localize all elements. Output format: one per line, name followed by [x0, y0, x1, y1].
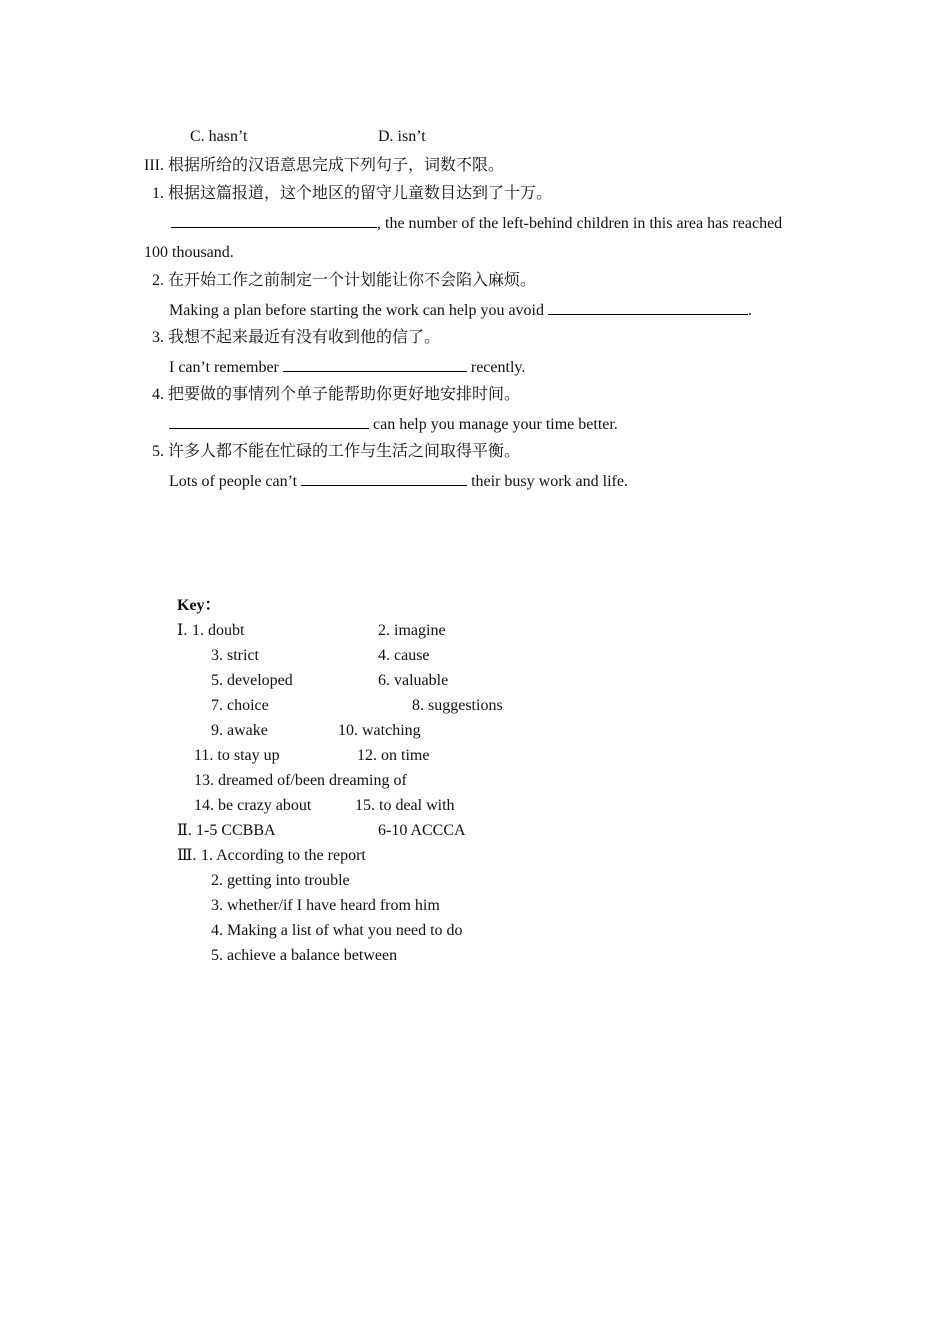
answer-blank[interactable]: [301, 471, 467, 486]
key-1-item: 9. awake: [211, 722, 268, 739]
item-1-chinese: 1. 根据这篇报道，这个地区的留守儿童数目达到了十万。: [152, 185, 553, 202]
key-1-item: 12. on time: [357, 747, 430, 764]
key-3-item: 5. achieve a balance between: [211, 947, 398, 964]
key-section-3-label: Ⅲ.: [177, 847, 197, 864]
item-2-post: .: [748, 302, 752, 319]
key-1-item: 15. to deal with: [355, 797, 455, 814]
item-4-english: [169, 414, 618, 435]
key-1-item: 4. cause: [378, 647, 430, 664]
item-5-pre: Lots of people can’t: [169, 473, 302, 490]
section-3-heading: III. 根据所给的汉语意思完成下列句子，词数不限。: [144, 157, 504, 174]
item-3-post: recently.: [466, 359, 526, 376]
key-1-item: 13. dreamed of/been dreaming of: [194, 772, 407, 789]
answer-blank[interactable]: [171, 213, 377, 228]
key-3-item: 2. getting into trouble: [211, 872, 350, 889]
item-4-post: can help you manage your time better.: [369, 416, 618, 433]
key-1-item: 8. suggestions: [412, 697, 503, 714]
key-3-item: 4. Making a list of what you need to do: [211, 922, 463, 939]
answer-blank[interactable]: [169, 414, 369, 429]
item-3-english: [169, 357, 525, 378]
key-1-item: 7. choice: [211, 697, 269, 714]
item-3-chinese: 3. 我想不起来最近有没有收到他的信了。: [152, 329, 441, 346]
key-section-1-label: Ⅰ.: [177, 622, 188, 639]
key-1-item: 14. be crazy about: [194, 797, 312, 814]
key-1-item: 6. valuable: [378, 672, 449, 689]
item-5-chinese: 5. 许多人都不能在忙碌的工作与生活之间取得平衡。: [152, 443, 521, 460]
key-1-item: 2. imagine: [378, 622, 446, 639]
option-d: D. isn’t: [378, 128, 426, 145]
item-2-chinese: 2. 在开始工作之前制定一个计划能让你不会陷入麻烦。: [152, 272, 537, 289]
key-2-item: 1-5 CCBBA: [196, 822, 276, 839]
item-2-english: [169, 300, 752, 321]
item-3-pre: I can’t remember: [169, 359, 283, 376]
item-5-post: their busy work and life.: [467, 473, 628, 490]
key-title: Key：: [177, 597, 221, 614]
item-1-post: , the number of the left-behind children in this area has reached: [377, 215, 783, 232]
key-1-item: 1. doubt: [192, 622, 245, 639]
key-2-item: 6-10 ACCCA: [378, 822, 466, 839]
key-1-item: 10. watching: [338, 722, 421, 739]
item-1-english: [171, 213, 782, 234]
answer-blank[interactable]: [283, 357, 467, 372]
key-1-item: 3. strict: [211, 647, 259, 664]
item-5-english: [169, 471, 628, 492]
item-1-english-cont: 100 thousand.: [144, 244, 234, 261]
item-4-chinese: 4. 把要做的事情列个单子能帮助你更好地安排时间。: [152, 386, 521, 403]
key-1-item: 5. developed: [211, 672, 293, 689]
item-2-pre: Making a plan before starting the work can help you avoid: [169, 302, 548, 319]
answer-blank[interactable]: [548, 300, 748, 315]
key-section-2-label: Ⅱ.: [177, 822, 192, 839]
option-c: C. hasn’t: [190, 128, 248, 145]
key-3-item: 1. According to the report: [201, 847, 366, 864]
key-1-item: 11. to stay up: [194, 747, 280, 764]
key-3-item: 3. whether/if I have heard from him: [211, 897, 440, 914]
